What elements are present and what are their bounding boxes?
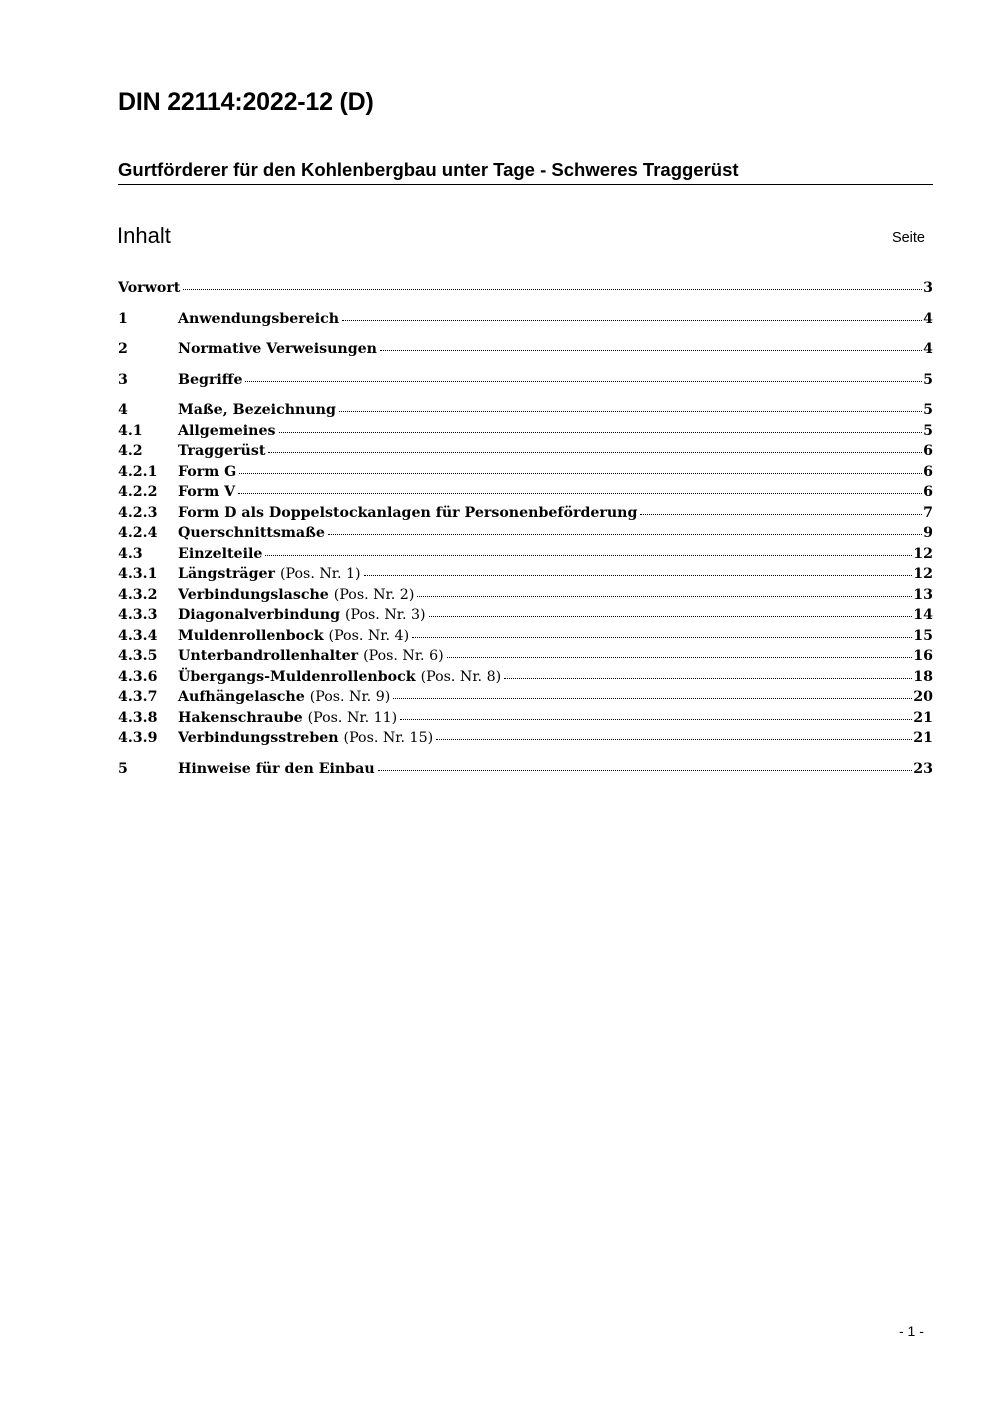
toc-entry-page: 18 [913, 668, 933, 685]
toc-entry-page: 15 [913, 627, 933, 644]
toc-dot-leader [447, 656, 913, 658]
toc-entry[interactable] [118, 761, 933, 782]
toc-entry-title-text: Verbindungslasche [178, 586, 329, 603]
toc-entry-reference: (Pos. Nr. 6) [363, 648, 444, 664]
toc-entry-page: 3 [923, 280, 933, 296]
toc-dot-leader [417, 595, 912, 597]
toc-entry-number: 4.3.9 [118, 730, 158, 746]
toc-entry-page: 4 [923, 341, 933, 357]
toc-entry-number: 4.3 [118, 545, 143, 562]
toc-entry-title [178, 525, 325, 541]
toc-entry-reference: (Pos. Nr. 11) [307, 709, 398, 726]
toc-entry-reference: (Pos. Nr. 2) [333, 586, 415, 603]
toc-entry-page: 9 [923, 525, 933, 541]
toc-entry[interactable] [118, 648, 933, 669]
toc-entry-number: 4.3.5 [118, 648, 158, 664]
toc-entry-title [178, 464, 236, 480]
toc-entry[interactable] [118, 669, 933, 690]
toc-entry-title-text: Diagonalverbindung [178, 607, 341, 623]
toc-entry-number: 4.3.8 [118, 709, 158, 726]
toc-dot-leader [640, 513, 922, 515]
toc-entry[interactable] [118, 546, 933, 567]
toc-entry[interactable] [118, 587, 933, 608]
toc-dot-leader [279, 431, 923, 433]
toc-entry-page: 6 [923, 443, 933, 459]
toc-entry-reference: (Pos. Nr. 9) [309, 689, 391, 705]
toc-entry-page: 6 [923, 463, 933, 480]
toc-dot-leader [412, 636, 912, 638]
toc-entry[interactable] [118, 280, 933, 301]
toc-dot-leader [183, 288, 922, 290]
toc-entry-number: 4.3.4 [118, 627, 158, 644]
toc-entry-title-text: Übergangs-Muldenrollenbock [178, 668, 416, 685]
toc-entry-title-text: Einzelteile [178, 545, 263, 562]
toc-entry-title-text: Unterbandrollenhalter [178, 648, 359, 664]
toc-dot-leader [245, 380, 922, 382]
toc-entry-title [178, 443, 265, 459]
toc-entry[interactable] [118, 710, 933, 731]
document-id: DIN 22114:2022-12 (D) [118, 88, 374, 116]
toc-entry-page: 16 [913, 648, 933, 664]
toc-entry[interactable] [118, 566, 933, 587]
toc-entry-title-text: Muldenrollenbock [178, 627, 324, 644]
toc-entry-reference: (Pos. Nr. 15) [343, 730, 434, 746]
toc-dot-leader [239, 472, 922, 474]
toc-entry-title-text: Maße, Bezeichnung [178, 402, 336, 418]
toc-entry-page: 5 [923, 422, 933, 439]
toc-entry-reference: (Pos. Nr. 1) [280, 566, 361, 582]
toc-entry[interactable] [118, 607, 933, 628]
toc-entry-number: 2 [118, 341, 128, 357]
toc-entry-page: 5 [923, 402, 933, 418]
toc-entry-number: 4.1 [118, 422, 143, 439]
toc-dot-leader [400, 718, 912, 720]
toc-dot-leader [393, 697, 912, 699]
toc-entry-page: 12 [913, 545, 933, 562]
toc-dot-leader [429, 615, 913, 617]
toc-entry-reference: (Pos. Nr. 3) [344, 607, 426, 623]
toc-entry-page: 20 [913, 689, 933, 705]
toc-entry-page: 6 [923, 484, 933, 500]
toc-entry-title [178, 423, 276, 439]
toc-entry-title [178, 730, 433, 746]
toc-entry-title [178, 372, 242, 388]
toc-entry[interactable] [118, 341, 933, 362]
toc-entry-title-text: Aufhängelasche [178, 689, 305, 705]
toc-entry-title-text: Form G [178, 463, 237, 480]
toc-dot-leader [504, 677, 912, 679]
toc-entry-title [178, 689, 390, 705]
toc-entry-title-text: Traggerüst [178, 443, 266, 459]
toc-dot-leader [380, 349, 922, 351]
document-title: Gurtförderer für den Kohlenbergbau unter Tage - Schweres Traggerüst [118, 159, 933, 185]
toc-entry-reference: (Pos. Nr. 4) [328, 627, 410, 644]
toc-entry-number: 3 [118, 371, 128, 388]
toc-entry-title-text: Allgemeines [178, 422, 276, 439]
toc-dot-leader [342, 319, 922, 321]
toc-entry-page: 13 [913, 586, 933, 603]
toc-entry-title [178, 761, 375, 777]
toc-entry-title [178, 710, 397, 726]
toc-entry[interactable] [118, 628, 933, 649]
toc-entry[interactable] [118, 402, 933, 423]
toc-dot-leader [378, 769, 913, 771]
toc-entry-title-text: Querschnittsmaße [178, 525, 325, 541]
toc-dot-leader [268, 451, 922, 453]
toc-entry-title [178, 402, 336, 418]
toc-entry-number: 4.3.1 [118, 566, 158, 582]
toc-entry-title [178, 648, 444, 664]
toc-entry-page: 7 [923, 504, 933, 521]
toc-entry-title-text: Anwendungsbereich [178, 310, 340, 327]
toc-entry-title [178, 587, 414, 603]
toc-entry-page: 5 [923, 371, 933, 388]
toc-entry-title [178, 341, 377, 357]
toc-entry-title [178, 311, 339, 327]
toc-entry[interactable] [118, 464, 933, 485]
toc-entry-number: 1 [118, 310, 128, 327]
toc-heading: Inhalt [117, 223, 171, 248]
toc-entry-page: 4 [923, 310, 933, 327]
table-of-contents [118, 280, 933, 781]
toc-entry-title [178, 628, 409, 644]
toc-entry-title-text: Hinweise für den Einbau [178, 760, 375, 777]
toc-entry-number: 4 [118, 402, 128, 418]
toc-entry-number: 4.3.3 [118, 607, 158, 623]
toc-entry-reference: (Pos. Nr. 8) [420, 668, 502, 685]
toc-entry[interactable] [118, 689, 933, 710]
toc-entry-page: 23 [913, 760, 933, 777]
toc-entry-title [178, 546, 262, 562]
toc-entry-title [178, 607, 426, 623]
toc-entry-title [178, 505, 637, 521]
toc-entry-number: 4.3.6 [118, 668, 158, 685]
toc-dot-leader [436, 738, 912, 740]
toc-entry[interactable] [118, 372, 933, 393]
toc-dot-leader [238, 492, 922, 494]
toc-entry[interactable] [118, 730, 933, 751]
toc-entry-page: 21 [913, 709, 933, 726]
toc-entry[interactable] [118, 311, 933, 332]
toc-dot-leader [364, 574, 913, 576]
toc-entry-number: 4.2.1 [118, 463, 158, 480]
toc-entry-title-text: Längsträger [178, 566, 276, 582]
toc-entry-number: Vorwort [118, 280, 181, 296]
toc-entry-number: 4.2.2 [118, 484, 158, 500]
toc-entry-title-text: Verbindungsstreben [178, 730, 339, 746]
toc-entry-number: 4.3.7 [118, 689, 158, 705]
toc-page-column-label: Seite [891, 230, 925, 246]
toc-entry-number: 5 [118, 760, 128, 777]
toc-entry-number: 4.2 [118, 443, 143, 459]
toc-entry-title [178, 484, 235, 500]
toc-entry-title-text: Normative Verweisungen [178, 341, 377, 357]
toc-entry[interactable] [118, 484, 933, 505]
toc-entry-title [178, 566, 361, 582]
toc-entry-page: 12 [913, 566, 933, 582]
toc-entry-title-text: Begriffe [178, 371, 243, 388]
toc-entry[interactable] [118, 525, 933, 546]
toc-entry-number: 4.2.3 [118, 504, 158, 521]
toc-entry[interactable] [118, 505, 933, 526]
toc-entry-number: 4.2.4 [118, 525, 158, 541]
toc-entry-title [178, 669, 501, 685]
toc-entry[interactable] [118, 423, 933, 444]
toc-entry-number: 4.3.2 [118, 586, 158, 603]
toc-entry-title-text: Form D als Doppelstockanlagen für Personenbeförderung [178, 504, 638, 521]
toc-dot-leader [328, 533, 922, 535]
toc-entry[interactable] [118, 443, 933, 464]
toc-entry-title-text: Hakenschraube [178, 709, 303, 726]
toc-entry-page: 14 [913, 607, 933, 623]
page-number: - 1 - [899, 1323, 924, 1339]
toc-entry-title-text: Form V [178, 484, 236, 500]
toc-dot-leader [265, 554, 912, 556]
toc-entry-page: 21 [913, 730, 933, 746]
toc-dot-leader [339, 410, 922, 412]
